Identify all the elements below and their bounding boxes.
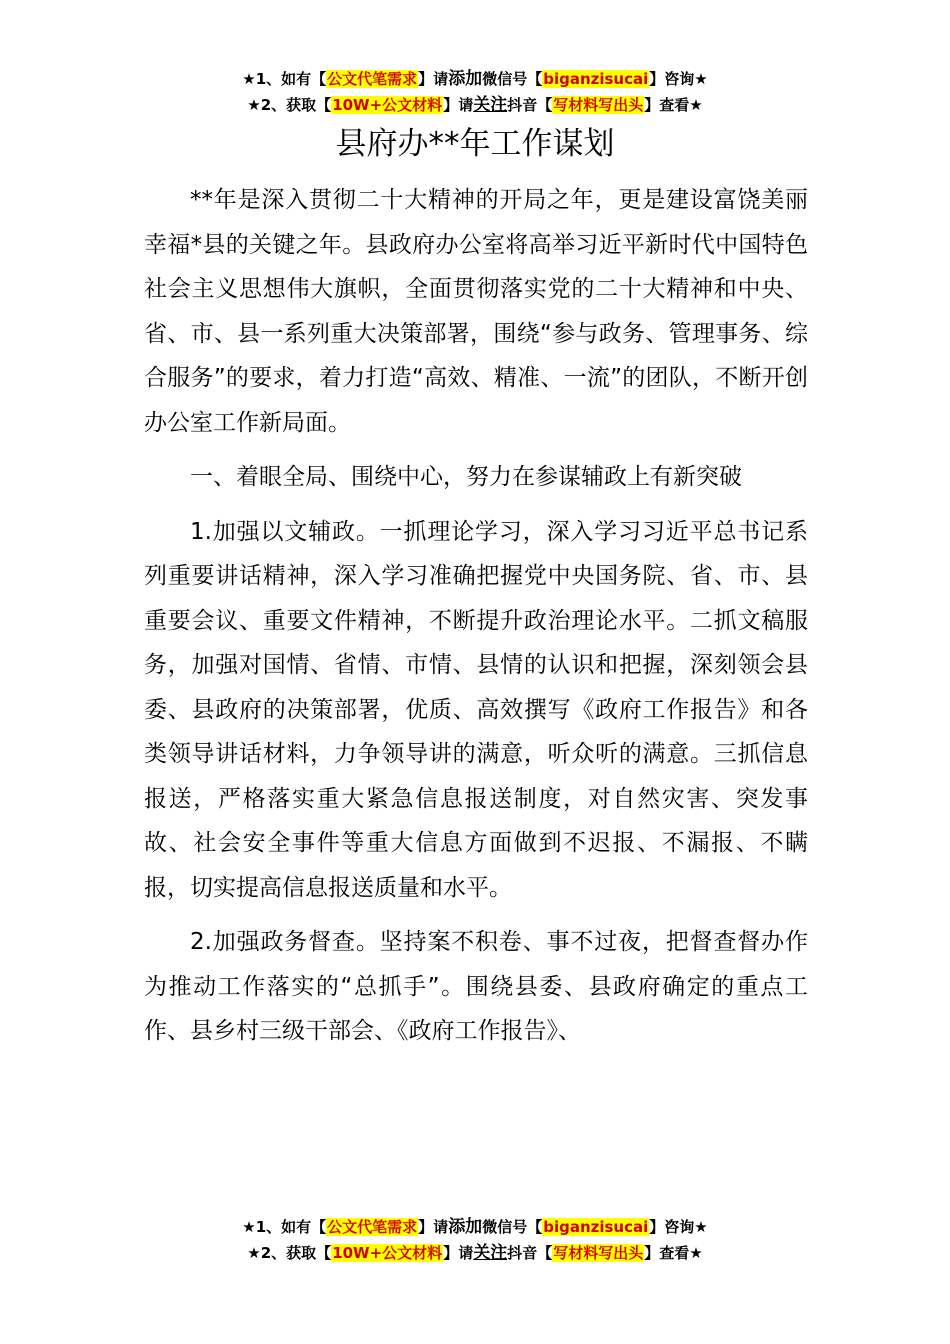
document-body [144, 178, 808, 1054]
banner-highlight: 写材料写出头 [553, 96, 644, 114]
paragraph: 1.加强以文辅政。一抓理论学习，深入学习习近平总书记系列重要讲话精神，深入学习准确把握党中央国务院、省、市、县重要会议、重要文件精神，不断提升政治理论水平。二抓文稿服务，加强对国情、省情、市情、县情的认识和把握，深刻领会县委、县政府的决策部署，优质、高效撰写《政府工作报告》和各类领导讲话材料，力争领导讲的满意，听众听的满意。三抓信息报送，严格落实重大紧急信息报送制度，对自然灾害、突发事故、社会安全事件等重大信息方面做到不迟报、不漏报、不瞒报，切实提高信息报送质量和水平。 [144, 518, 808, 901]
header-banner [0, 66, 950, 118]
banner-emphasis: 添加 [448, 1217, 483, 1237]
banner-highlight: 10W+公文材料 [332, 1244, 443, 1262]
banner-text: ★1、如有【 [242, 70, 327, 88]
banner-text: 】请 [443, 96, 474, 114]
banner-highlight: 公文代笔需求 [327, 1218, 418, 1236]
banner-line-1 [0, 66, 950, 92]
banner-emphasis: 关注 [473, 95, 508, 115]
banner-highlight: 写材料写出头 [553, 1244, 644, 1262]
banner-text: 抖音【 [507, 1244, 553, 1262]
banner-emphasis: 关注 [473, 1243, 508, 1263]
banner-emphasis: 添加 [448, 69, 483, 89]
banner-text: 微信号【 [482, 1218, 543, 1236]
banner-text: ★2、获取【 [247, 96, 332, 114]
banner-line-1 [0, 1214, 950, 1240]
banner-text: ★2、获取【 [247, 1244, 332, 1262]
banner-line-2 [0, 92, 950, 118]
section-heading: 一、着眼全局、围绕中心，努力在参谋辅政上有新突破 [190, 464, 742, 490]
banner-text: 】请 [418, 70, 449, 88]
banner-highlight: biganzisucai [543, 1218, 649, 1236]
banner-text: 】查看★ [644, 1244, 703, 1262]
banner-highlight: 公文代笔需求 [327, 70, 418, 88]
banner-line-2 [0, 1240, 950, 1266]
banner-text: 】咨询★ [649, 70, 708, 88]
banner-text: 】请 [443, 1244, 474, 1262]
banner-text: 抖音【 [507, 96, 553, 114]
document-title: 县府办**年工作谋划 [335, 126, 615, 162]
banner-highlight: 10W+公文材料 [332, 96, 443, 114]
banner-text: 】咨询★ [649, 1218, 708, 1236]
banner-text: 】查看★ [644, 96, 703, 114]
paragraph: 2.加强政务督查。坚持案不积卷、事不过夜，把督查督办作为推动工作落实的“总抓手”。围绕县委、县政府确定的重点工作、县乡村三级干部会、《政府工作报告》、 [144, 929, 808, 1044]
banner-text: 】请 [418, 1218, 449, 1236]
paragraph: **年是深入贯彻二十大精神的开局之年，更是建设富饶美丽幸福*县的关键之年。县政府办公室将高举习近平新时代中国特色社会主义思想伟大旗帜，全面贯彻落实党的二十大精神和中央、省、市、县一系列重大决策部署，围绕“参与政务、管理事务、综合服务”的要求，着力打造“高效、精准、一流”的团队，不断开创办公室工作新局面。 [144, 187, 808, 436]
banner-text: 微信号【 [482, 70, 543, 88]
footer-banner [0, 1214, 950, 1266]
banner-text: ★1、如有【 [242, 1218, 327, 1236]
banner-highlight: biganzisucai [543, 70, 649, 88]
